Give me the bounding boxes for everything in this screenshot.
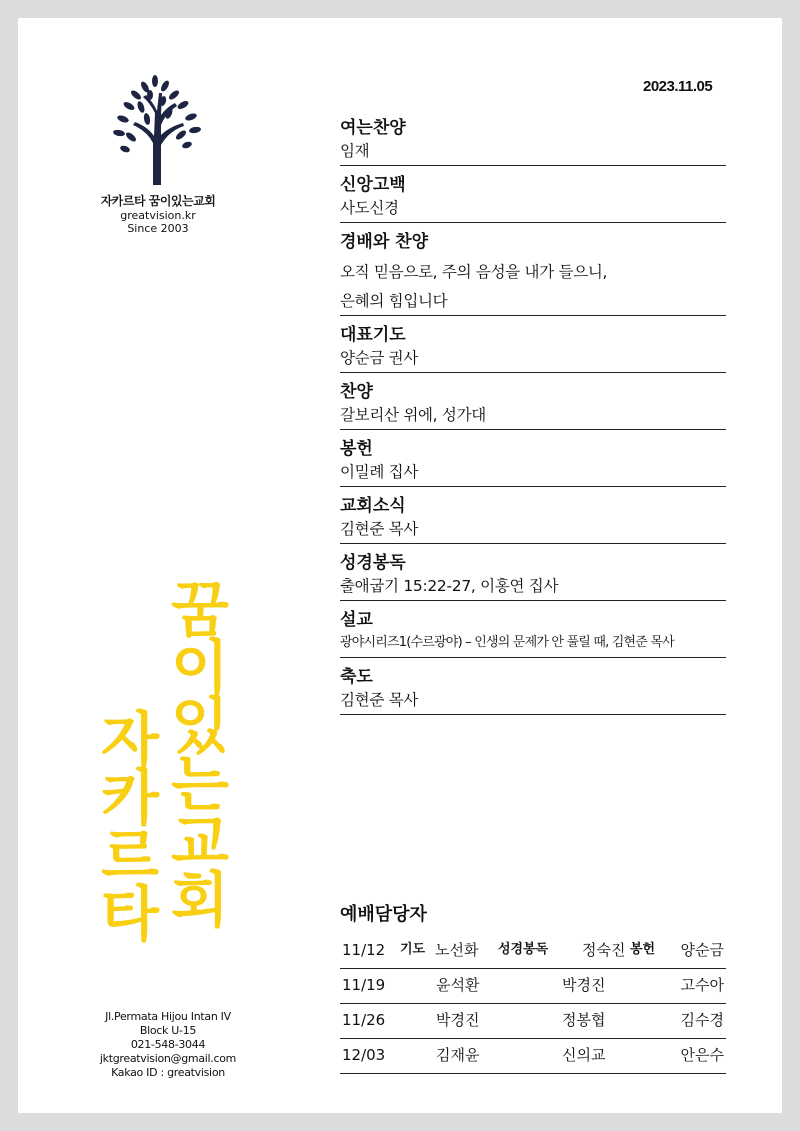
vertical-title-line-1: 자카르타 xyxy=(90,708,160,940)
table-row xyxy=(340,969,726,1004)
offering-person: 김수경 xyxy=(680,1011,724,1029)
bible-reading-person: 박경진 xyxy=(562,976,606,994)
program-item-detail: 출애굽기 15:22-27, 이홍연 집사 xyxy=(340,577,559,595)
vertical-title-line-2: 꿈이있는교회 xyxy=(160,578,230,926)
church-website: greatvision.kr xyxy=(120,209,196,222)
bible-reading-person: 정봉협 xyxy=(562,1011,606,1029)
bible-reading-person: 신의교 xyxy=(562,1046,606,1064)
offering-person: 양순금 xyxy=(680,941,724,959)
offering-person: 안은수 xyxy=(680,1046,724,1064)
tree-icon xyxy=(103,73,213,188)
program-item-detail: 사도신경 xyxy=(340,199,399,217)
program-item-title: 찬양 xyxy=(340,382,373,402)
program-item xyxy=(340,230,726,316)
staff-date: 11/19 xyxy=(342,976,386,994)
program-item-title: 봉헌 xyxy=(340,439,373,459)
address-line-2: Block U-15 xyxy=(139,1024,197,1037)
program-item-title: 설교 xyxy=(340,610,373,630)
program-item-title: 교회소식 xyxy=(340,496,406,516)
prayer-label: 기도 xyxy=(400,942,426,957)
program-item xyxy=(340,116,726,166)
table-row xyxy=(340,1004,726,1039)
program-item-detail: 오직 믿음으로, 주의 음성을 내가 들으니, xyxy=(340,263,608,281)
staff-date: 11/12 xyxy=(342,941,386,959)
program-item xyxy=(340,380,726,430)
program-item-detail: 양순금 권사 xyxy=(340,349,418,367)
staff-date: 11/26 xyxy=(342,1011,386,1029)
program-item-detail: 김현준 목사 xyxy=(340,520,418,538)
offering-label: 봉헌 xyxy=(630,942,656,957)
program-item-detail: 갈보리산 위에, 성가대 xyxy=(340,406,486,424)
bulletin-date: 2023.11.05 xyxy=(643,78,713,95)
worship-order xyxy=(340,116,726,722)
program-item-title: 신앙고백 xyxy=(340,175,406,195)
table-row xyxy=(340,934,726,969)
bulletin-page xyxy=(18,18,782,1113)
program-item xyxy=(340,437,726,487)
bible-reading-person: 정숙진 xyxy=(582,941,626,959)
program-item-detail: 임재 xyxy=(340,142,370,160)
program-item xyxy=(340,323,726,373)
program-item-title: 대표기도 xyxy=(340,325,406,345)
kakao-id: Kakao ID : greatvision xyxy=(111,1066,225,1079)
program-item-title: 여는찬양 xyxy=(340,118,406,138)
prayer-person: 박경진 xyxy=(436,1011,480,1029)
church-logo xyxy=(93,73,223,235)
program-item-title: 경배와 찬양 xyxy=(340,232,429,252)
staff-title: 예배담당자 xyxy=(340,904,427,925)
program-item-detail: 김현준 목사 xyxy=(340,691,418,709)
table-row xyxy=(340,1039,726,1074)
worship-staff-table xyxy=(340,900,726,1074)
bible-reading-label: 성경봉독 xyxy=(498,942,549,957)
address-line-1: Jl.Permata Hijou Intan IV xyxy=(105,1010,231,1023)
church-name: 자카르타 꿈이있는교회 xyxy=(100,194,216,208)
vertical-church-title xyxy=(90,578,243,998)
offering-person: 고수아 xyxy=(680,976,724,994)
program-item-detail: 광야시리즈1(수르광야) – 인생의 문제가 안 풀릴 때, 김현준 목사 xyxy=(340,635,674,650)
program-item-title: 축도 xyxy=(340,667,373,687)
program-item xyxy=(340,665,726,715)
program-item xyxy=(340,173,726,223)
program-item xyxy=(340,608,726,658)
prayer-person: 노선화 xyxy=(435,941,479,959)
program-item-detail: 이밀례 집사 xyxy=(340,463,418,481)
contact-info xyxy=(88,1010,248,1080)
program-item-detail: 은혜의 힘입니다 xyxy=(340,292,448,310)
program-item xyxy=(340,494,726,544)
phone-number: 021-548-3044 xyxy=(130,1038,206,1051)
church-since: Since 2003 xyxy=(127,222,189,235)
email-address: jktgreatvision@gmail.com xyxy=(99,1052,237,1065)
prayer-person: 김재윤 xyxy=(436,1046,480,1064)
staff-date: 12/03 xyxy=(342,1046,386,1064)
prayer-person: 윤석환 xyxy=(436,976,480,994)
program-item-title: 성경봉독 xyxy=(340,553,406,573)
program-item xyxy=(340,551,726,601)
